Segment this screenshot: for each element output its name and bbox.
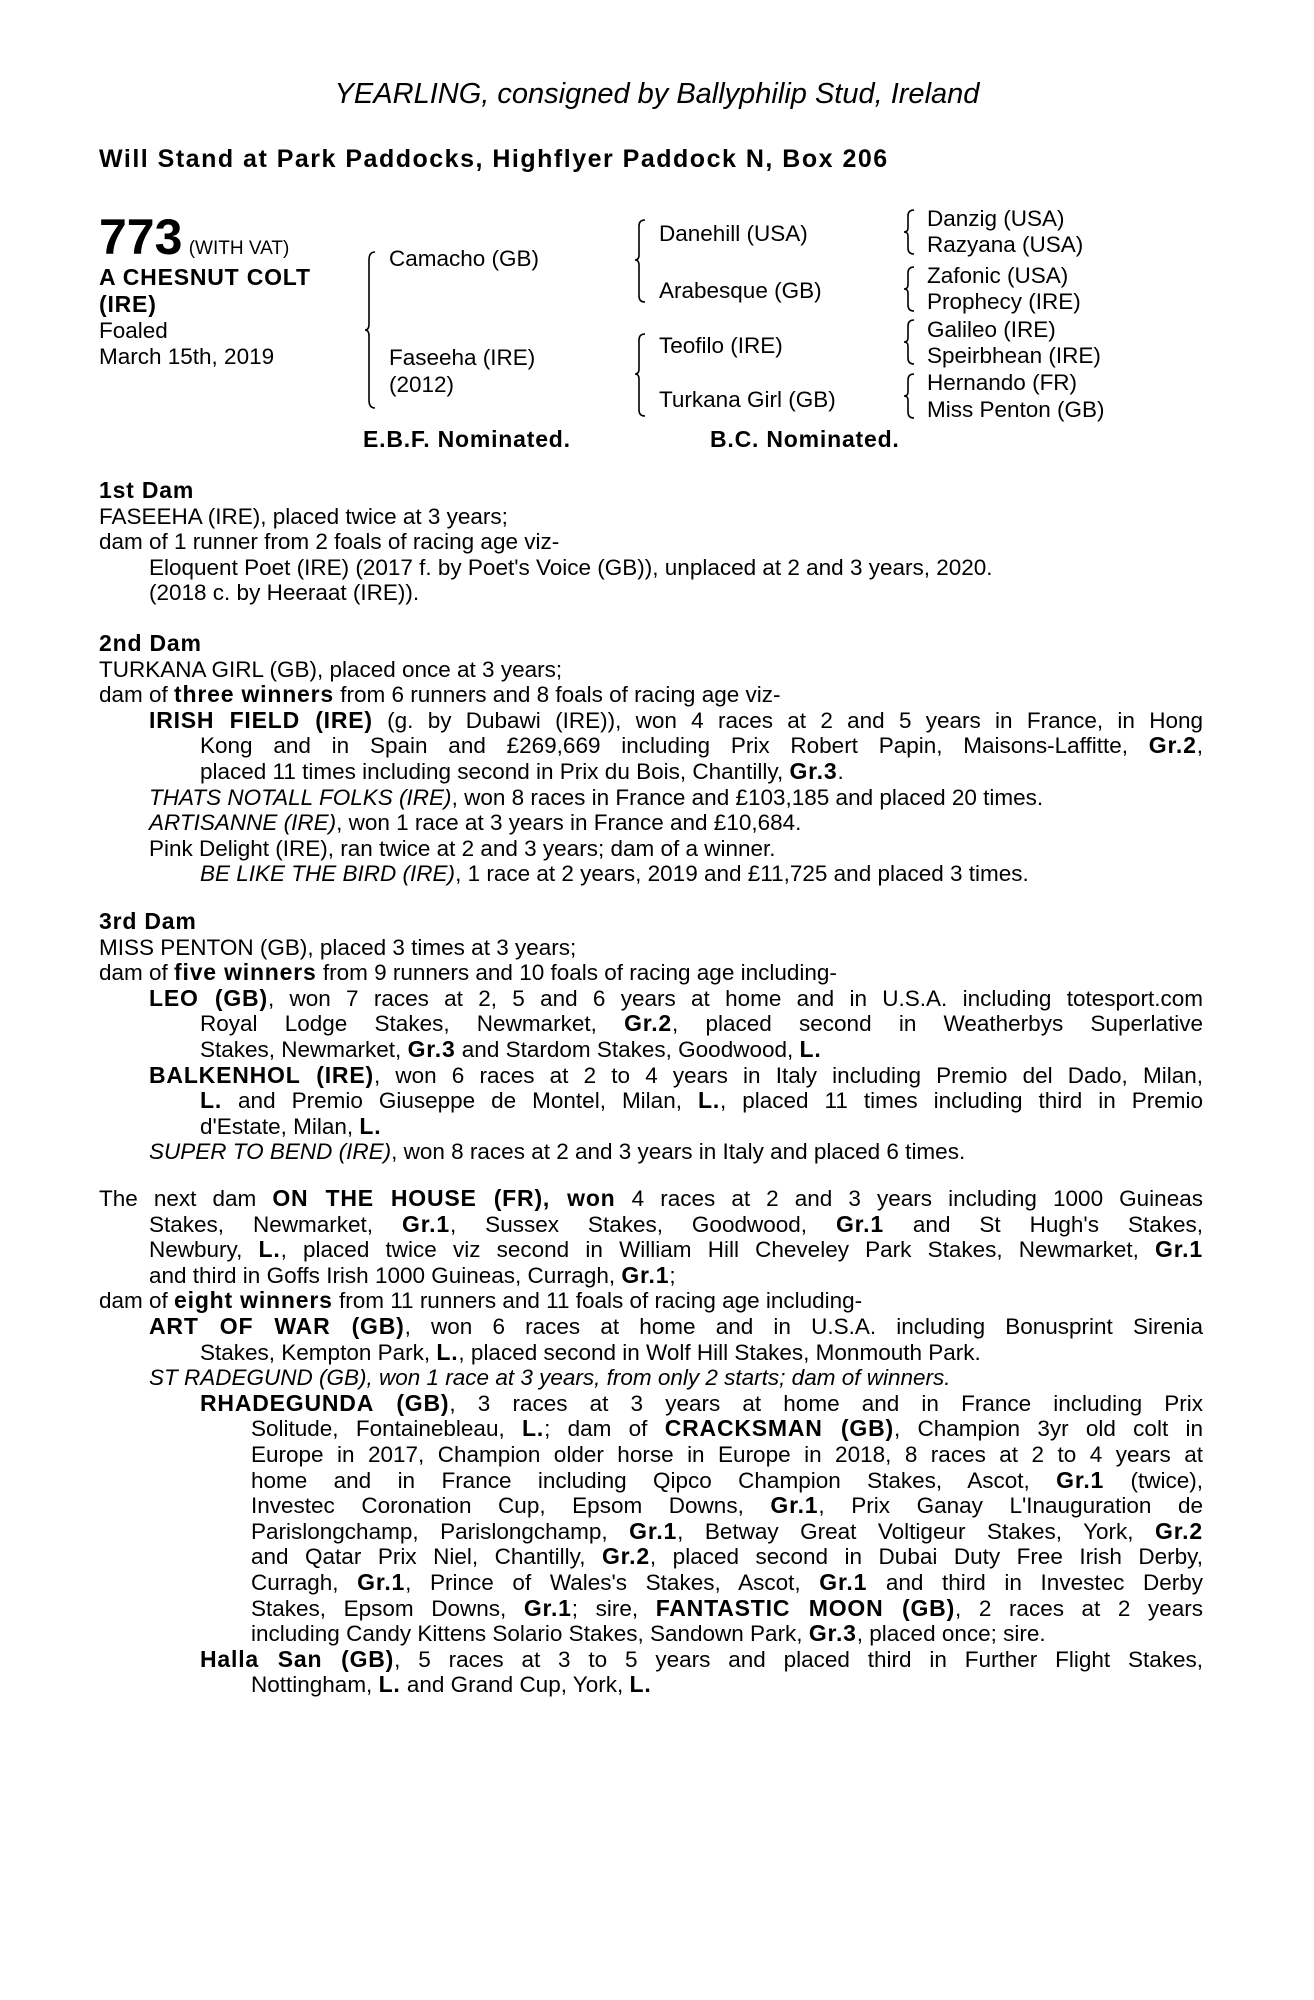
next-dam-line: and third in Goffs Irish 1000 Guineas, Curragh, Gr.1; xyxy=(149,1261,676,1288)
sd-bracket xyxy=(904,265,916,313)
bc-nominated: B.C. Nominated. xyxy=(710,426,900,452)
vat-note: (WITH VAT) xyxy=(188,238,290,259)
second-dam-section xyxy=(99,631,1203,887)
dss: Galileo (IRE) xyxy=(927,317,1056,342)
produce-entry: Pink Delight (IRE), ran twice at 2 and 3 years; dam of a winner. xyxy=(149,835,776,861)
produce-entry-art-of-war: ART OF WAR (GB), won 6 races at home and in U.S.A. including Bonusprint Sirenia xyxy=(149,1312,1204,1339)
produce-entry-rhadegunda: RHADEGUNDA (GB), 3 races at 3 years at home and in France including Prix xyxy=(200,1389,1203,1416)
next-dam-line: The next dam ON THE HOUSE (FR), won 4 races at 2 and 3 years including 1000 Guineas xyxy=(99,1185,1203,1211)
stand-location: Will Stand at Park Paddocks, Highflyer Paddock N, Box 206 xyxy=(99,145,889,173)
produce-entry: SUPER TO BEND (IRE), won 8 races at 2 and 3 years in Italy and placed 6 times. xyxy=(149,1139,966,1165)
produce-entry-irish-field: IRISH FIELD (IRE) (g. by Dubawi (IRE)), won 4 races at 2 and 5 years in France, in Hong xyxy=(149,706,1203,733)
first-dam-produce-summary: dam of 1 runner from 2 foals of racing age viz- xyxy=(99,529,560,555)
produce-entry: ARTISANNE (IRE), won 1 race at 3 years in France and £10,684. xyxy=(149,810,802,836)
next-dam-line: Newbury, L., placed twice viz second in William Hill Cheveley Park Stakes, Newmarket, Gr.1 xyxy=(149,1236,1203,1263)
second-dam-produce-summary: dam of three winners from 6 runners and 8 foals of racing age viz- xyxy=(99,681,781,708)
produce-entry: THATS NOTALL FOLKS (IRE), won 8 races in France and £103,185 and placed 20 times. xyxy=(149,784,1044,810)
dd-bracket xyxy=(904,372,916,420)
produce-entry: Eloquent Poet (IRE) (2017 f. by Poet's Voice (GB)), unplaced at 2 and 3 years, 2020. xyxy=(149,554,993,580)
produce-entry-rhadegunda: Investec Coronation Cup, Epsom Downs, Gr.1, Prix Ganay L'Inauguration de xyxy=(251,1492,1203,1519)
third-dam-heading: 3rd Dam xyxy=(99,908,197,934)
produce-entry-rhadegunda: including Candy Kittens Solario Stakes, Sandown Park, Gr.3, placed once; sire. xyxy=(251,1620,1046,1647)
sdd: Prophecy (IRE) xyxy=(927,289,1081,314)
next-dam-line: Stakes, Newmarket, Gr.1, Sussex Stakes, Goodwood, Gr.1 and St Hugh's Stakes, xyxy=(149,1210,1203,1237)
produce-entry-rhadegunda: Solitude, Fontainebleau, L.; dam of CRACKSMAN (GB), Champion 3yr old colt in xyxy=(251,1415,1203,1442)
foaled-date: March 15th, 2019 xyxy=(99,344,275,369)
sds: Zafonic (USA) xyxy=(927,263,1069,288)
produce-entry-balkenhol: BALKENHOL (IRE), won 6 races at 2 to 4 years in Italy including Premio del Dado, Milan, xyxy=(149,1061,1203,1088)
dam-dam: Turkana Girl (GB) xyxy=(659,387,836,412)
lot-header xyxy=(99,209,290,265)
second-dam-line: TURKANA GIRL (GB), placed once at 3 years; xyxy=(99,656,563,682)
lot-name-line1: A CHESNUT COLT xyxy=(99,264,311,290)
next-dam-produce-summary: dam of eight winners from 11 runners and 11 foals of racing age including- xyxy=(99,1287,863,1314)
lot-number: 773 xyxy=(99,209,183,265)
dam-sire: Teofilo (IRE) xyxy=(659,333,783,358)
first-dam-section xyxy=(99,478,1203,606)
dam-parents-bracket xyxy=(635,332,647,418)
lot-name-line2: (IRE) xyxy=(99,291,157,317)
ssd: Razyana (USA) xyxy=(927,232,1084,257)
produce-entry: (2018 c. by Heeraat (IRE)). xyxy=(149,580,420,606)
produce-entry-leo: LEO (GB), won 7 races at 2, 5 and 6 years at home and in U.S.A. including totesport.com xyxy=(149,984,1204,1011)
produce-entry-leo: Stakes, Newmarket, Gr.3 and Stardom Stakes, Goodwood, L. xyxy=(200,1035,822,1062)
sire-sire: Danehill (USA) xyxy=(659,221,808,246)
third-dam-section xyxy=(99,909,1203,1165)
sire: Camacho (GB) xyxy=(389,246,540,271)
first-dam-heading: 1st Dam xyxy=(99,477,195,503)
ds-bracket xyxy=(904,318,916,366)
dam-year: (2012) xyxy=(389,372,455,397)
produce-entry-rhadegunda: Curragh, Gr.1, Prince of Wales's Stakes, Ascot, Gr.1 and third in Investec Derby xyxy=(251,1568,1203,1595)
dds: Hernando (FR) xyxy=(927,370,1078,395)
ddd: Miss Penton (GB) xyxy=(927,397,1105,422)
ss-bracket xyxy=(904,208,916,256)
dsd: Speirbhean (IRE) xyxy=(927,343,1101,368)
produce-entry-st-radegund: ST RADEGUND (GB), won 1 race at 3 years, from only 2 starts; dam of winners. xyxy=(149,1365,951,1391)
produce-entry-leo: Royal Lodge Stakes, Newmarket, Gr.2, placed second in Weatherbys Superlative xyxy=(200,1010,1203,1037)
produce-entry-rhadegunda: Parislongchamp, Parislongchamp, Gr.1, Betway Great Voltigeur Stakes, York, Gr.2 xyxy=(251,1517,1203,1544)
ebf-nominated: E.B.F. Nominated. xyxy=(363,426,571,452)
produce-entry-art-of-war: Stakes, Kempton Park, L., placed second in Wolf Hill Stakes, Monmouth Park. xyxy=(200,1338,981,1365)
produce-entry-balkenhol: d'Estate, Milan, L. xyxy=(200,1112,382,1139)
first-dam-line: FASEEHA (IRE), placed twice at 3 years; xyxy=(99,503,508,529)
sire-parents-bracket xyxy=(635,218,647,304)
produce-entry-halla-san: Halla San (GB), 5 races at 3 to 5 years and placed third in Further Flight Stakes, xyxy=(200,1645,1203,1672)
produce-entry-rhadegunda: Europe in 2017, Champion older horse in Europe in 2018, 8 races at 2 to 4 years at xyxy=(251,1441,1203,1467)
next-dam-section xyxy=(99,1186,1203,1698)
third-dam-line: MISS PENTON (GB), placed 3 times at 3 years; xyxy=(99,934,577,960)
produce-entry-rhadegunda: and Qatar Prix Niel, Chantilly, Gr.2, placed second in Dubai Duty Free Irish Derby, xyxy=(251,1543,1203,1570)
sire-dam: Arabesque (GB) xyxy=(659,278,822,303)
second-dam-heading: 2nd Dam xyxy=(99,630,202,656)
produce-entry-rhadegunda: Stakes, Epsom Downs, Gr.1; sire, FANTASTIC MOON (GB), 2 races at 2 years xyxy=(251,1594,1203,1621)
sss: Danzig (USA) xyxy=(927,206,1065,231)
produce-entry-rhadegunda: home and in France including Qipco Champion Stakes, Ascot, Gr.1 (twice), xyxy=(251,1466,1204,1493)
produce-entry: BE LIKE THE BIRD (IRE), 1 race at 2 years, 2019 and £11,725 and placed 3 times. xyxy=(200,861,1029,887)
third-dam-produce-summary: dam of five winners from 9 runners and 10 foals of racing age including- xyxy=(99,959,837,986)
foaled-label: Foaled xyxy=(99,318,168,343)
produce-entry-balkenhol: L. and Premio Giuseppe de Montel, Milan, L., placed 11 times including third in Premio xyxy=(200,1087,1203,1114)
produce-entry-irish-field: placed 11 times including second in Prix du Bois, Chantilly, Gr.3. xyxy=(200,757,844,784)
sire-dam-bracket xyxy=(365,250,377,410)
page-title: YEARLING, consigned by Ballyphilip Stud, Ireland xyxy=(334,78,980,110)
produce-entry-irish-field: Kong and in Spain and £269,669 including Prix Robert Papin, Maisons-Laffitte, Gr.2, xyxy=(200,732,1203,759)
produce-entry-halla-san: Nottingham, L. and Grand Cup, York, L. xyxy=(251,1671,652,1698)
dam: Faseeha (IRE) xyxy=(389,345,536,370)
